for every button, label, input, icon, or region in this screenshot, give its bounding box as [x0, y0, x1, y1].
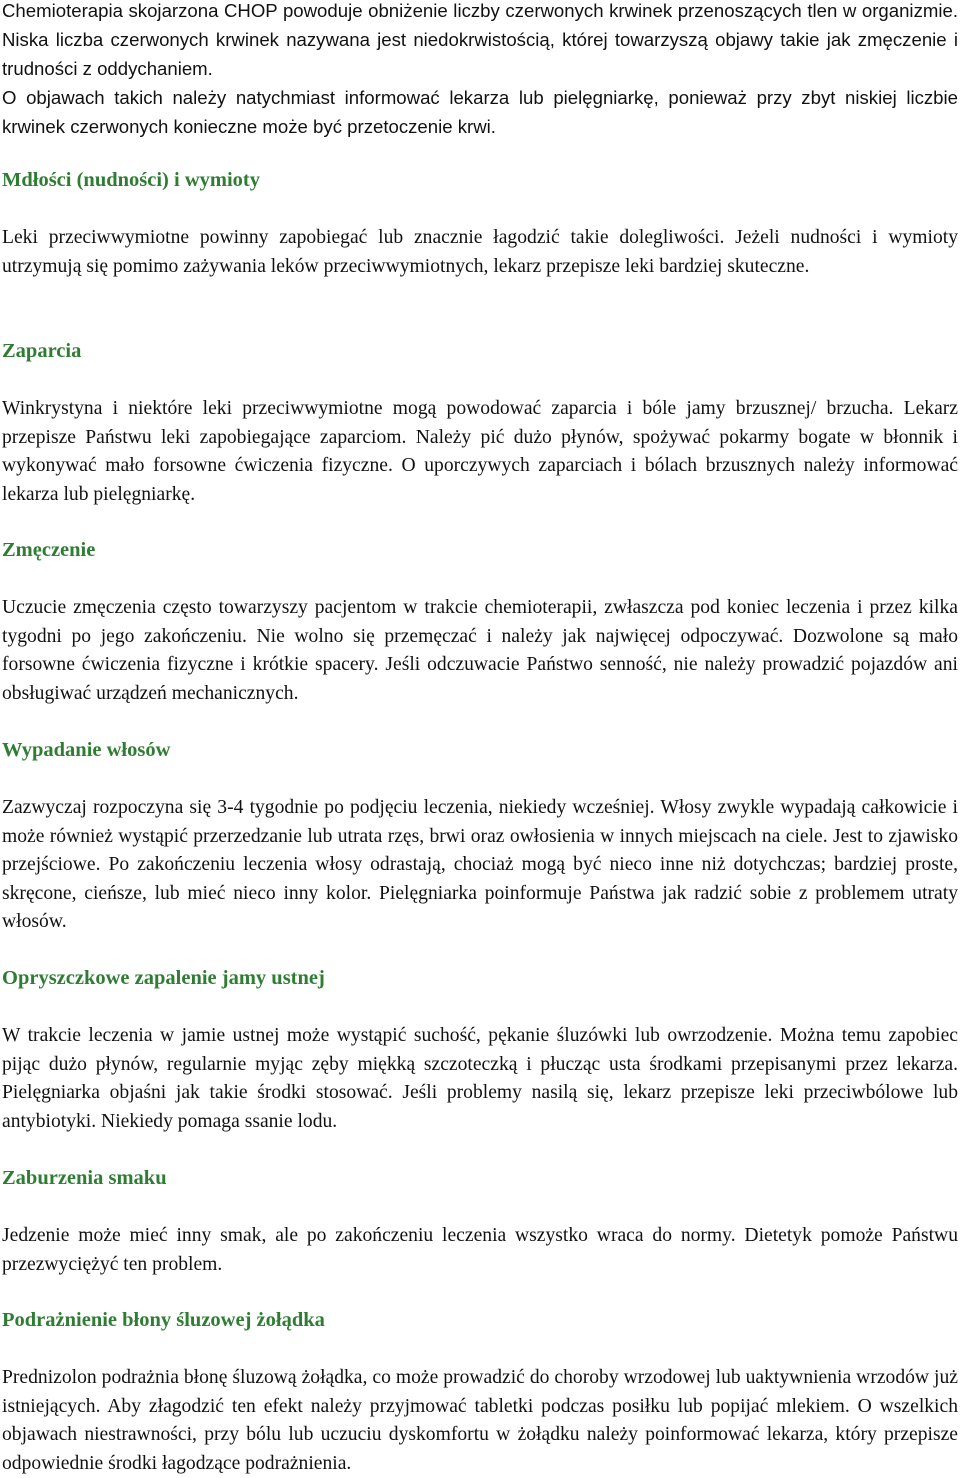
section-stomach-irritation [2, 1306, 958, 1478]
section-body-nausea: Leki przeciwwymiotne powinny zapobiegać lub znacznie łagodzić takie dolegliwości. Jeżeli nudności i wymioty utrzymują się pomimo zażywania leków przeciwwymiotnych, lekarz przepisze leki bardziej skuteczne. [2, 227, 958, 277]
section-body-constipation: Winkrystyna i niektóre leki przeciwwymiotne mogą powodować zaparcia i bóle jamy brzusznej/ brzucha. Lekarz przepisze Państwu leki zapobiegające zaparciom. Należy pić dużo płynów, spożywać pokarmy bogate w błonnik i wykonywać mało forsowne ćwiczenia fizyczne. O uporczywych zaparciach i bólach brzusznych należy informować lekarza lub pielęgniarkę. [2, 398, 958, 505]
section-stomatitis [2, 964, 958, 1136]
section-taste [2, 1164, 958, 1279]
section-heading-constipation: Zaparcia [2, 340, 82, 362]
section-body-hair-loss: Zazwyczaj rozpoczyna się 3-4 tygodnie po podjęciu leczenia, niekiedy wcześniej. Włosy zwykle wypadają całkowicie i może również wystąpić przerzedzanie lub utrata rzęs, brwi oraz owłosienia w innych miejscach na ciele. Jest to zjawisko przejściowe. Po zakończeniu leczenia włosy odrastają, chociaż mogą być nieco inne niż dotychczas; bardziej proste, skręcone, cieńsze, lub mieć nieco inny kolor. Pielęgniarka poinformuje Państwa jak radzić sobie z problemem utraty włosów. [2, 797, 958, 933]
section-heading-hair-loss: Wypadanie włosów [2, 739, 171, 761]
section-heading-stomach-irritation: Podrażnienie błony śluzowej żołądka [2, 1309, 325, 1331]
section-constipation [2, 337, 958, 509]
intro-paragraph: Chemioterapia skojarzona CHOP powoduje obniżenie liczby czerwonych krwinek przenoszących tlen w organizmie. Niska liczba czerwonych krwinek nazywana jest niedokrwistością, której towarzyszą objawy takie jak zmęczenie i trudności z oddychaniem. O objawach takich należy natychmiast informować lekarza lub pielęgniarkę, ponieważ przy zbyt niskiej liczbie krwinek czerwonych konieczne może być przetoczenie krwi. [2, 0, 958, 137]
section-body-stomatitis: W trakcie leczenia w jamie ustnej może wystąpić suchość, pękanie śluzówki lub owrzodzenie. Można temu zapobiec pijąc dużo płynów, regularnie myjąc zęby miękką szczoteczką i płucząc usta środkami przepisanymi przez lekarza. Pielęgniarka objaśni jak takie środki stosować. Jeśli problemy nasilą się, lekarz przepisze leki przeciwbólowe lub antybiotyki. Niekiedy pomaga ssanie lodu. [2, 1025, 958, 1132]
section-heading-fatigue: Zmęczenie [2, 539, 96, 561]
section-heading-stomatitis: Opryszczkowe zapalenie jamy ustnej [2, 967, 325, 989]
section-hair-loss [2, 736, 958, 937]
section-heading-nausea: Mdłości (nudności) i wymioty [2, 169, 260, 191]
section-heading-taste: Zaburzenia smaku [2, 1167, 167, 1189]
section-body-stomach-irritation: Prednizolon podrażnia błonę śluzową żołądka, co może prowadzić do choroby wrzodowej lub uaktywnienia wrzodów już istniejących. Aby złagodzić ten efekt należy przyjmować tabletki podczas posiłku lub popijać mlekiem. O wszelkich objawach niestrawności, przy bólu lub uczuciu dyskomfortu w żołądku należy poinformować lekarza, który przepisze odpowiednie środki łagodzące podrażnienia. [2, 1367, 958, 1474]
section-body-taste: Jedzenie może mieć inny smak, ale po zakończeniu leczenia wszystko wraca do normy. Dietetyk pomoże Państwu przezwyciężyć ten problem. [2, 1225, 958, 1275]
section-nausea [2, 166, 958, 281]
section-fatigue [2, 536, 958, 708]
section-body-fatigue: Uczucie zmęczenia często towarzyszy pacjentom w trakcie chemioterapii, zwłaszcza pod koniec leczenia i przez kilka tygodni po jego zakończeniu. Nie wolno się przemęczać i należy jak najwięcej odpoczywać. Dozwolone są mało forsowne ćwiczenia fizyczne i krótkie spacery. Jeśli odczuwacie Państwo senność, nie należy prowadzić pojazdów ani obsługiwać urządzeń mechanicznych. [2, 597, 958, 704]
